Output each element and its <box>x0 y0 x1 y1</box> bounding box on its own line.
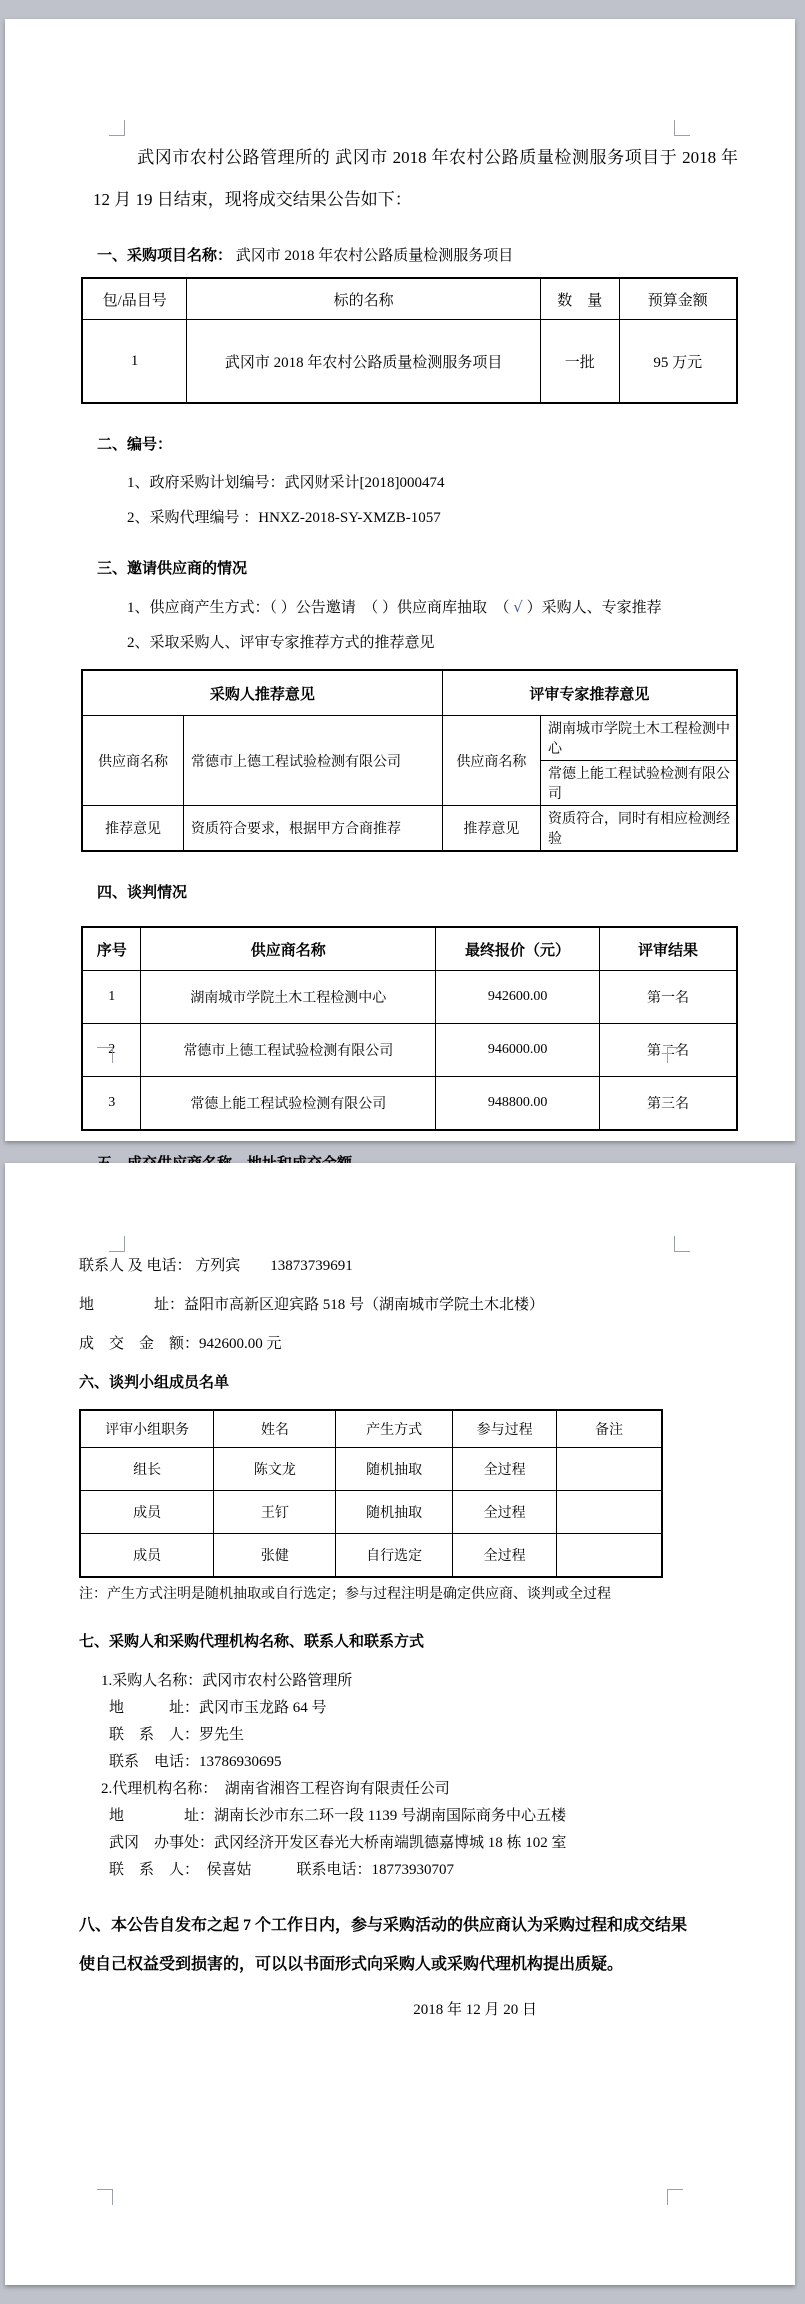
col-header-target-name: 标的名称 <box>187 278 541 320</box>
cell-participation: 全过程 <box>452 1491 557 1534</box>
section-1-heading <box>97 245 738 267</box>
document-page-1 <box>5 19 795 1141</box>
agency-address-line: 地 址：湖南长沙市东二环一段 1139 号湖南国际商务中心五楼 <box>109 1808 566 1824</box>
plan-number-line: 1、政府采购计划编号：武冈财采计[2018]000474 <box>127 475 445 491</box>
cell-supplier: 常德市上德工程试验检测有限公司 <box>141 1024 436 1077</box>
cell-method: 随机抽取 <box>336 1448 452 1491</box>
agency-number-line: 2、采购代理编号 ：HNXZ-2018-SY-XMZB-1057 <box>127 510 441 526</box>
cell-supplier: 湖南城市学院土木工程检测中心 <box>141 971 436 1024</box>
section-8-paragraph: 八、本公告自发布之起 7 个工作日内，参与采购活动的供应商认为采购过程和成交结果使自己权益受到损害的，可以以书面形式向采购人或采购代理机构提出质疑。 <box>79 1917 688 1973</box>
col-header-remarks: 备注 <box>557 1410 662 1448</box>
supplier-address-line: 地 址：益阳市高新区迎宾路 518 号（湖南城市学院土木北楼） <box>79 1297 545 1313</box>
label-opinion: 推荐意见 <box>442 806 540 852</box>
buyer-name-line: 1.采购人名称：武冈市农村公路管理所 <box>101 1673 353 1689</box>
table-row <box>82 806 737 852</box>
recommendation-table <box>81 669 738 852</box>
cell-buyer-opinion: 资质符合要求，根据甲方合商推荐 <box>184 806 443 852</box>
col-header-price: 最终报价（元） <box>436 927 600 971</box>
col-header-supplier: 供应商名称 <box>141 927 436 971</box>
col-header-name: 姓名 <box>214 1410 336 1448</box>
negotiation-header-row <box>82 927 737 971</box>
text-boundary-mark <box>97 1047 113 1063</box>
document-page-2 <box>5 1163 795 2285</box>
award-amount-line: 成 交 金 额：942600.00 元 <box>79 1336 282 1352</box>
intro-paragraph: 武冈市农村公路管理所的 武冈市 2018 年农村公路质量检测服务项目于 2018 年 12 月 19 日结束，现将成交结果公告如下： <box>93 148 738 209</box>
cell-role: 组长 <box>80 1448 214 1491</box>
cell-method: 随机抽取 <box>336 1491 452 1534</box>
table-row <box>82 971 737 1024</box>
label-supplier-name: 供应商名称 <box>82 716 184 806</box>
col-header-index: 序号 <box>82 927 141 971</box>
panel-table <box>79 1409 663 1578</box>
cell-index: 1 <box>82 971 141 1024</box>
contact-phone-line: 联系人 及 电话： 方列宾 13873739691 <box>79 1258 353 1274</box>
cell-buyer-supplier: 常德市上德工程试验检测有限公司 <box>184 716 443 806</box>
cell-index: 2 <box>82 1024 141 1077</box>
cell-name: 陈文龙 <box>214 1448 336 1491</box>
buyer-address-line: 地 址：武冈市玉龙路 64 号 <box>109 1700 327 1716</box>
table-row <box>82 1077 737 1131</box>
cell-result: 第二名 <box>599 1024 737 1077</box>
col-header-lot-no: 包/品目号 <box>82 278 187 320</box>
items-table <box>81 277 738 404</box>
text-boundary-mark <box>109 1236 125 1252</box>
negotiation-table <box>81 926 738 1131</box>
table-row <box>82 1024 737 1077</box>
col-header-quantity: 数 量 <box>541 278 620 320</box>
recommendation-method-line: 2、采取采购人、评审专家推荐方式的推荐意见 <box>127 635 435 651</box>
buyer-phone-line: 联系 电话：13786930695 <box>109 1754 282 1770</box>
supplier-method-line: 1、供应商产生方式：（ ）公告邀请 （ ）供应商库抽取 （ √ ）采购人、专家推荐 <box>127 598 662 616</box>
table-row <box>80 1534 662 1578</box>
panel-header-row <box>80 1410 662 1448</box>
cell-price: 946000.00 <box>436 1024 600 1077</box>
check-mark: √ <box>513 598 523 616</box>
cell-name: 张健 <box>214 1534 336 1578</box>
cell-result: 第一名 <box>599 971 737 1024</box>
section-4-heading: 四、谈判情况 <box>97 885 188 901</box>
cell-result: 第三名 <box>599 1077 737 1131</box>
section-3-heading: 三、邀请供应商的情况 <box>97 561 248 577</box>
cell-index: 3 <box>82 1077 141 1131</box>
agency-contact-line: 联 系 人： 侯喜姑 联系电话：18773930707 <box>109 1862 455 1878</box>
table-row <box>80 1491 662 1534</box>
cell-role: 成员 <box>80 1491 214 1534</box>
col-header-expert-opinion: 评审专家推荐意见 <box>442 670 737 716</box>
cell-remarks <box>557 1534 662 1578</box>
cell-supplier: 常德上能工程试验检测有限公司 <box>141 1077 436 1131</box>
section-6-heading: 六、谈判小组成员名单 <box>79 1375 230 1391</box>
cell-target-name: 武冈市 2018 年农村公路质量检测服务项目 <box>187 320 541 404</box>
cell-method: 自行选定 <box>336 1534 452 1578</box>
agency-name-line: 2.代理机构名称： 湖南省湘咨工程咨询有限责任公司 <box>101 1781 450 1797</box>
cell-name: 王钉 <box>214 1491 336 1534</box>
cell-remarks <box>557 1491 662 1534</box>
table-row <box>82 716 737 761</box>
table-row <box>80 1448 662 1491</box>
text-boundary-mark <box>109 120 125 136</box>
text-boundary-mark <box>667 2189 683 2205</box>
col-header-method: 产生方式 <box>336 1410 452 1448</box>
items-table-header-row <box>82 278 737 320</box>
text-boundary-mark <box>674 1236 690 1252</box>
table-row <box>82 320 737 404</box>
cell-expert-supplier-2: 常德上能工程试验检测有限公司 <box>540 761 737 806</box>
recommendation-header-row <box>82 670 737 716</box>
buyer-contact-line: 联 系 人：罗先生 <box>109 1727 245 1743</box>
cell-price: 942600.00 <box>436 971 600 1024</box>
col-header-role: 评审小组职务 <box>80 1410 214 1448</box>
cell-participation: 全过程 <box>452 1534 557 1578</box>
section-1-value: 武冈市 2018 年农村公路质量检测服务项目 <box>235 248 514 264</box>
cell-expert-opinion: 资质符合，同时有相应检测经验 <box>540 806 737 852</box>
agency-office-line: 武冈 办事处：武冈经济开发区春光大桥南端凯德嘉博城 18 栋 102 室 <box>109 1835 567 1851</box>
cell-participation: 全过程 <box>452 1448 557 1491</box>
cell-price: 948800.00 <box>436 1077 600 1131</box>
cell-remarks <box>557 1448 662 1491</box>
col-header-participation: 参与过程 <box>452 1410 557 1448</box>
panel-table-note: 注：产生方式注明是随机抽取或自行选定；参与过程注明是确定供应商、谈判或全过程 <box>79 1587 611 1602</box>
label-supplier-name: 供应商名称 <box>442 716 540 806</box>
text-boundary-mark <box>97 2189 113 2205</box>
col-header-buyer-opinion: 采购人推荐意见 <box>82 670 442 716</box>
cell-budget: 95 万元 <box>619 320 737 404</box>
col-header-result: 评审结果 <box>599 927 737 971</box>
col-header-budget: 预算金额 <box>619 278 737 320</box>
cell-quantity: 一批 <box>541 320 620 404</box>
label-opinion: 推荐意见 <box>82 806 184 852</box>
announcement-date: 2018 年 12 月 20 日 <box>413 2002 537 2018</box>
section-1-label: 一、采购项目名称： <box>97 248 233 264</box>
section-7-heading: 七、采购人和采购代理机构名称、联系人和联系方式 <box>79 1634 425 1650</box>
text-boundary-mark <box>667 1047 683 1063</box>
text-boundary-mark <box>674 120 690 136</box>
section-2-heading: 二、编号： <box>97 437 173 453</box>
cell-lot-no: 1 <box>82 320 187 404</box>
cell-role: 成员 <box>80 1534 214 1578</box>
cell-expert-supplier-1: 湖南城市学院土木工程检测中心 <box>540 716 737 761</box>
